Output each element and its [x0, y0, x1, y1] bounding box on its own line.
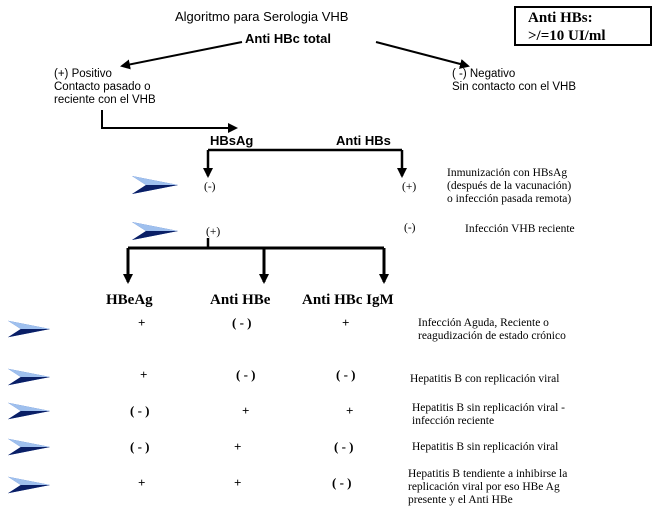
level2-row1-interp-2: (después de la vacunación) [447, 180, 572, 192]
chevron-arrow-icon [8, 320, 50, 343]
level2-row2-interp: Infección VHB reciente [465, 223, 575, 235]
level3-col-antihbcigm: Anti HBc IgM [302, 292, 394, 308]
positive-label: (+) Positivo [54, 68, 112, 80]
level3-row4-antihbe: + [234, 439, 242, 454]
level3-row3-hbeag: ( - ) [130, 403, 150, 418]
level3-row2-interp: Hepatitis B con replicación viral [410, 373, 560, 385]
chevron-arrow-icon [132, 176, 178, 199]
level3-row1-interp-2: reagudización de estado crónico [418, 330, 566, 342]
level3-row5-interp-2: replicación viral por eso HBe Ag [408, 481, 560, 493]
threshold-box-title: Anti HBs: [528, 10, 593, 26]
level3-row3-antihbe: + [242, 403, 250, 418]
level3-row3-antihbcigm: + [346, 403, 354, 418]
level3-row2-antihbe: ( - ) [236, 367, 256, 382]
level3-col-antihbe: Anti HBe [210, 292, 271, 308]
positive-desc-1: Contacto pasado o [54, 81, 151, 93]
level3-row4-hbeag: ( - ) [130, 439, 150, 454]
level3-row5-antihbcigm: ( - ) [332, 475, 352, 490]
chevron-arrow-icon [8, 402, 50, 425]
level3-row5-hbeag: + [138, 475, 146, 490]
level2-row1-interp-1: Inmunización con HBsAg [447, 167, 568, 179]
diagram-title: Algoritmo para Serologia VHB [175, 9, 349, 24]
level3-row3-interp-2: infección reciente [412, 415, 495, 427]
level3-row4-interp: Hepatitis B sin replicación viral [412, 441, 559, 453]
threshold-box [514, 6, 652, 46]
level3-row1-hbeag: + [138, 315, 146, 330]
level3-row2-hbeag: + [140, 367, 148, 382]
arrow-to-level2 [102, 110, 236, 128]
arrow-to-positive [122, 42, 242, 66]
level3-row1-interp-1: Infección Aguda, Reciente o [418, 317, 549, 329]
chevron-arrow-icon [8, 438, 50, 461]
level2-row2-antihbs: (-) [404, 222, 416, 234]
root-node-label: Anti HBc total [245, 31, 331, 46]
level3-col-hbeag: HBeAg [106, 292, 153, 308]
level2-row1-hbsag: (-) [204, 181, 216, 193]
level3-row5-antihbe: + [234, 475, 242, 490]
positive-desc-2: reciente con el VHB [54, 94, 156, 106]
level3-row5-interp-3: presente y el Anti HBe [408, 494, 513, 506]
threshold-box-value: >/=10 UI/ml [528, 28, 606, 44]
level2-row2-hbsag: (+) [206, 226, 221, 238]
chevron-arrow-icon [8, 368, 50, 391]
negative-label: ( -) Negativo [452, 68, 516, 80]
level3-row1-antihbe: ( - ) [232, 315, 252, 330]
chevron-arrow-icon [132, 222, 178, 245]
level3-row2-antihbcigm: ( - ) [336, 367, 356, 382]
level2-col-hbsag: HBsAg [210, 133, 254, 148]
level3-row1-antihbcigm: + [342, 315, 350, 330]
level3-row3-interp-1: Hepatitis B sin replicación viral - [412, 402, 565, 414]
chevron-arrow-icon [8, 476, 50, 499]
level2-row1-interp-3: o infección pasada remota) [447, 193, 572, 205]
level3-row5-interp-1: Hepatitis B tendiente a inhibirse la [408, 468, 568, 480]
negative-desc: Sin contacto con el VHB [452, 81, 577, 93]
level3-row4-antihbcigm: ( - ) [334, 439, 354, 454]
level2-col-antihbs: Anti HBs [336, 133, 391, 148]
arrow-to-negative [376, 42, 468, 66]
level2-row1-antihbs: (+) [402, 181, 417, 193]
